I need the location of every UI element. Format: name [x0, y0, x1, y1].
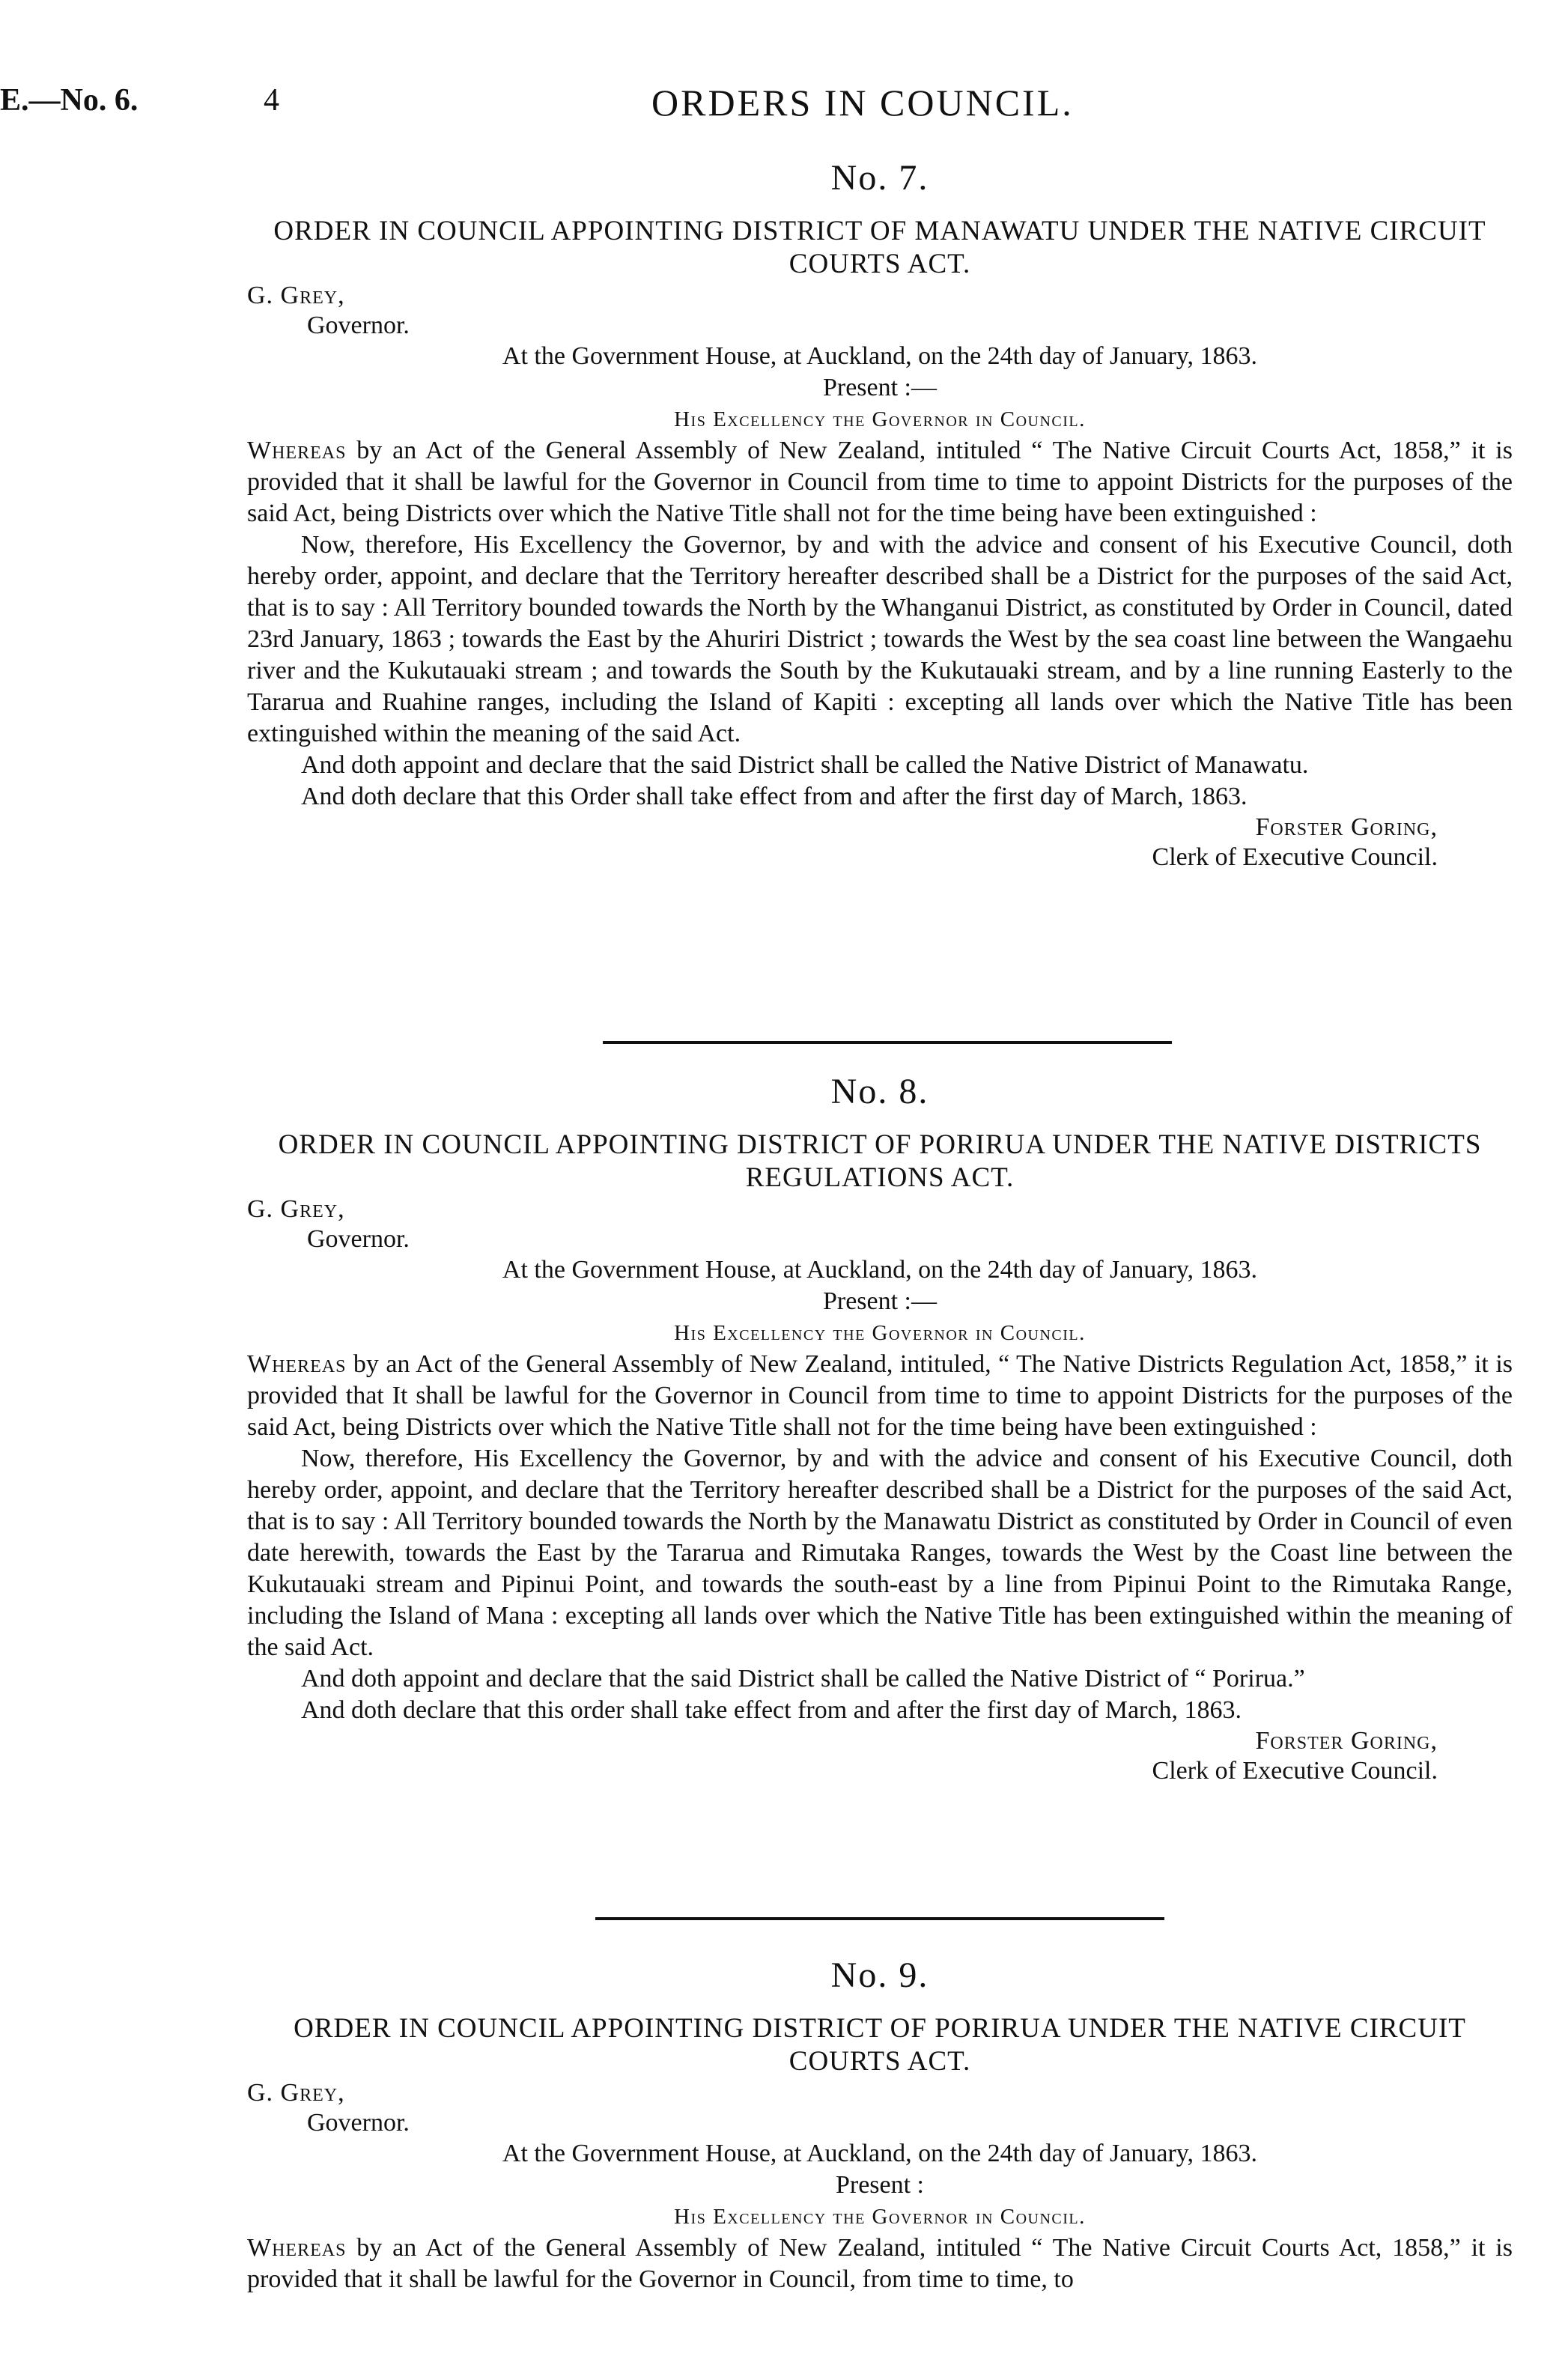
council-line: His Excellency the Governor in Council. — [674, 1321, 1086, 1345]
whereas-text: by an Act of the General Assembly of New Zealand, intituled “ The Native Circuit Courts Act, 1858,” it is provided that it shall be lawful for the Governor in Council from time to time to appoint Districts for the purposes of the said Act, being Districts over which the Native Title shall not for the time being have been extinguished : — [247, 437, 1513, 527]
signatory-name: G. Grey, — [247, 1195, 345, 1223]
order-section-8 — [247, 1071, 1513, 1786]
clerk-name: Forster Goring, — [1255, 1727, 1438, 1755]
whereas-lead: Whereas — [247, 1350, 347, 1378]
present-label: Present :— — [822, 374, 938, 401]
whereas-text: by an Act of the General Assembly of New Zealand, intituled, “ The Native Districts Regulation Act, 1858,” it is provided that It shall be lawful for the Governor in Council from time to time to appoint Districts for the purposes of the said Act, being Districts over which the Native Title shall not for the time being have been extinguished : — [247, 1350, 1513, 1441]
clerk-signoff — [247, 1726, 1513, 1786]
order-number: No. 8. — [830, 1072, 929, 1111]
now-therefore-paragraph: Now, therefore, His Excellency the Governor, by and with the advice and consent of his Executive Council, doth hereby order, appoint, and declare that the Territory hereafter described shall be a District for the purposes of the said Act, that is to say : All Territory bounded towards the North by the Manawatu District as constituted by Order in Council of even date herewith, towards the East by the Tararua and Rimutaka Ranges, towards the West by the Coast line between the Kukutauaki stream and Pipinui Point, and towards the south-east by a line from Pipinui Point to the Rimutaka Range, including the Island of Mana : excepting all lands over which the Native Title has been extinguished within the meaning of the said Act. — [247, 1445, 1513, 1661]
order-title: ORDER IN COUNCIL APPOINTING DISTRICT OF MANAWATU UNDER THE NATIVE CIRCUIT COURTS ACT. — [273, 216, 1486, 279]
order-section-9 — [247, 1955, 1513, 2295]
signatory-role: Governor. — [307, 2109, 410, 2137]
section-divider — [603, 1041, 1172, 1044]
page-header — [0, 67, 1568, 127]
governor-signature — [247, 281, 1513, 341]
place-and-date: At the Government House, at Auckland, on the 24th day of January, 1863. — [502, 342, 1258, 370]
place-and-date: At the Government House, at Auckland, on the 24th day of January, 1863. — [502, 2140, 1258, 2167]
whereas-text: by an Act of the General Assembly of New Zealand, intituled “ The Native Circuit Courts Act, 1858,” it is provided that it shall be lawful for the Governor in Council, from time to time, to — [247, 2234, 1513, 2293]
whereas-lead: Whereas — [247, 2234, 347, 2262]
order-number: No. 9. — [830, 1955, 929, 1995]
clerk-title: Clerk of Executive Council. — [1152, 843, 1438, 871]
signatory-name: G. Grey, — [247, 2079, 345, 2107]
clerk-title: Clerk of Executive Council. — [1152, 1757, 1438, 1785]
appoint-paragraph: And doth appoint and declare that the said District shall be called the Native District of Manawatu. — [301, 751, 1309, 779]
place-and-date: At the Government House, at Auckland, on the 24th day of January, 1863. — [502, 1256, 1258, 1284]
section-divider — [595, 1917, 1164, 1920]
effect-paragraph: And doth declare that this order shall take effect from and after the first day of March, 1863. — [301, 1696, 1242, 1724]
clerk-name: Forster Goring, — [1255, 813, 1438, 841]
governor-signature — [247, 1194, 1513, 1254]
now-therefore-paragraph: Now, therefore, His Excellency the Governor, by and with the advice and consent of his Executive Council, doth hereby order, appoint, and declare that the Territory hereafter described shall be a District for the purposes of the said Act, that is to say : All Territory bounded towards the North by the Whanganui District, as constituted by Order in Council, dated 23rd January, 1863 ; towards the East by the Ahuriri District ; towards the West by the sea coast line between the Wangaehu river and the Kukutauaki stream ; and towards the South by the Kukutauaki stream, and by a line running Easterly to the Tararua and Ruahine ranges, including the Island of Kapiti : excepting all lands over which the Native Title has been extinguished within the meaning of the said Act. — [247, 531, 1513, 747]
page-number: 4 — [264, 83, 279, 118]
whereas-lead: Whereas — [247, 437, 347, 464]
appoint-paragraph: And doth appoint and declare that the said District shall be called the Native District of “ Porirua.” — [301, 1665, 1305, 1693]
whereas-paragraph — [247, 1349, 1513, 1443]
council-line: His Excellency the Governor in Council. — [674, 2205, 1086, 2229]
present-label: Present :— — [822, 1287, 938, 1315]
effect-paragraph: And doth declare that this Order shall take effect from and after the first day of March, 1863. — [301, 783, 1248, 810]
signatory-name: G. Grey, — [247, 282, 345, 309]
signatory-role: Governor. — [307, 312, 410, 339]
present-label: Present : — [835, 2171, 925, 2199]
clerk-signoff — [247, 813, 1513, 872]
council-line: His Excellency the Governor in Council. — [674, 407, 1086, 431]
running-title: ORDERS IN COUNCIL. — [651, 82, 1074, 124]
order-title: ORDER IN COUNCIL APPOINTING DISTRICT OF PORIRUA UNDER THE NATIVE CIRCUIT COURTS ACT. — [294, 2013, 1466, 2077]
order-number: No. 7. — [830, 158, 929, 198]
whereas-paragraph — [247, 2232, 1513, 2295]
order-section-7 — [247, 157, 1513, 872]
whereas-paragraph — [247, 435, 1513, 529]
paper-reference: E.—No. 6. — [0, 83, 139, 118]
order-title: ORDER IN COUNCIL APPOINTING DISTRICT OF PORIRUA UNDER THE NATIVE DISTRICTS REGULATIONS ACT. — [278, 1129, 1482, 1193]
governor-signature — [247, 2078, 1513, 2138]
signatory-role: Governor. — [307, 1225, 410, 1253]
